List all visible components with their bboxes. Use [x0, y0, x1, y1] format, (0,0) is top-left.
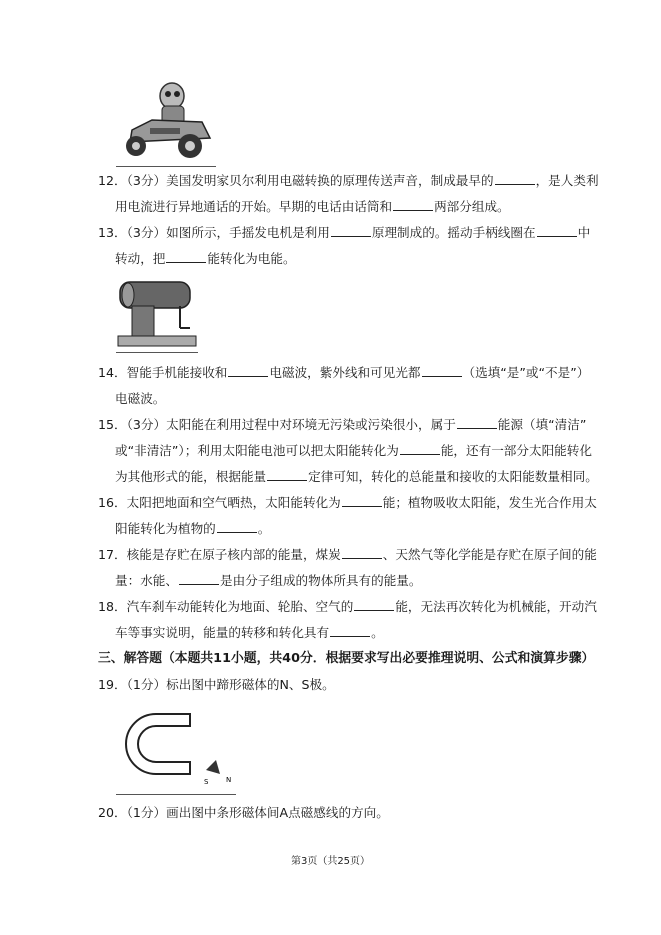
horseshoe-magnet-image — [116, 700, 238, 796]
question-number: 20 — [98, 805, 115, 820]
question-16-line-1: 16．太阳把地面和空气晒热，太阳能转化为 能；植物吸收太阳能，发生光合作用太 — [98, 495, 597, 510]
question-17-line-2: 量：水能、 是由分子组成的物体所具有的能量。 — [115, 573, 422, 588]
answer-blank[interactable] — [228, 364, 268, 377]
page-footer: 第3页（共25页） — [290, 856, 371, 867]
question-16-line-2: 阳能转化为植物的 。 — [115, 521, 271, 536]
answer-blank[interactable] — [342, 546, 382, 559]
question-13-line-1: 13．（3分）如图所示，手摇发电机是利用 原理制成的。摇动手柄线圈在 中 — [98, 225, 591, 240]
compass-needle-icon — [206, 760, 220, 774]
question-number: 13 — [98, 225, 115, 240]
question-15-line-2: 或“非清洁”）；利用太阳能电池可以把太阳能转化为 能，还有一部分太阳能转化 — [115, 443, 592, 458]
question-20 — [98, 800, 568, 826]
generator-image — [114, 276, 200, 352]
figure-underline — [116, 352, 198, 353]
question-13-line-2: 转动，把 能转化为电能。 — [115, 251, 296, 266]
question-number: 18 — [98, 599, 115, 614]
answer-blank[interactable] — [354, 598, 394, 611]
question-number: 12 — [98, 173, 115, 188]
answer-blank[interactable] — [422, 364, 462, 377]
question-score: （1分） — [126, 677, 167, 692]
answer-blank[interactable] — [537, 224, 577, 237]
figure-underline — [116, 794, 236, 795]
toy-car-figure — [112, 78, 218, 168]
answer-blank[interactable] — [457, 416, 497, 429]
question-15-line-1: 15．（3分）太阳能在利用过程中对环境无污染或污染很小，属于 能源（填“清洁” — [98, 417, 587, 432]
hand-crank-generator-figure — [114, 276, 200, 352]
question-number: 14 — [98, 365, 115, 380]
question-score: （3分） — [126, 173, 167, 188]
compass-s-label: S — [204, 778, 209, 786]
question-19 — [98, 672, 568, 698]
figure-underline — [116, 166, 216, 167]
answer-blank[interactable] — [331, 224, 371, 237]
question-18-line-2: 车等事实说明，能量的转移和转化具有 。 — [115, 625, 384, 640]
question-number: 16 — [98, 495, 115, 510]
answer-blank[interactable] — [217, 520, 257, 533]
question-12-line-1: 12．（3分）美国发明家贝尔利用电磁转换的原理传送声音，制成最早的 ，是人类利 — [98, 173, 599, 188]
question-number: 17 — [98, 547, 115, 562]
question-12 — [98, 168, 599, 220]
answer-blank[interactable] — [342, 494, 382, 507]
answer-blank[interactable] — [267, 468, 307, 481]
answer-blank[interactable] — [330, 624, 370, 637]
question-16 — [98, 490, 597, 542]
answer-blank[interactable] — [179, 572, 219, 585]
answer-blank[interactable] — [400, 442, 440, 455]
answer-blank[interactable] — [495, 172, 535, 185]
question-17 — [98, 542, 597, 594]
question-score: （3分） — [126, 417, 167, 432]
question-20-line-1: 20．（1分）画出图中条形磁体间A点磁感线的方向。 — [98, 805, 389, 820]
question-14 — [98, 360, 590, 412]
question-score: （3分） — [126, 225, 167, 240]
section-heading: 三、解答题（本题共11小题，共40分．根据要求写出必要推理说明、公式和演算步骤） — [98, 651, 595, 666]
question-17-line-1: 17．核能是存贮在原子核内部的能量，煤炭 、天然气等化学能是存贮在原子间的能 — [98, 547, 597, 562]
question-14-line-2: 电磁波。 — [115, 391, 166, 406]
question-18-line-1: 18．汽车刹车动能转化为地面、轮胎、空气的 能，无法再次转化为机械能，开动汽 — [98, 599, 597, 614]
question-12-line-2: 用电流进行异地通话的开始。早期的电话由话筒和 两部分组成。 — [115, 199, 510, 214]
question-19-line-1: 19．（1分）标出图中蹄形磁体的N、S极。 — [98, 677, 335, 692]
question-score: （1分） — [126, 805, 167, 820]
question-15-line-3: 为其他形式的能，根据能量 定律可知，转化的总能量和接收的太阳能数量相同。 — [115, 469, 598, 484]
question-number: 19 — [98, 677, 115, 692]
compass-n-label: N — [226, 776, 232, 784]
horseshoe-magnet-figure — [116, 700, 238, 796]
toy-car-image — [112, 78, 218, 168]
question-18 — [98, 594, 597, 646]
question-number: 15 — [98, 417, 115, 432]
answer-blank[interactable] — [166, 250, 206, 263]
question-15 — [98, 412, 598, 490]
answer-blank[interactable] — [393, 198, 433, 211]
question-14-line-1: 14．智能手机能接收和 电磁波，紫外线和可见光都 （选填“是”或“不是”） — [98, 365, 590, 380]
question-13 — [98, 220, 591, 272]
